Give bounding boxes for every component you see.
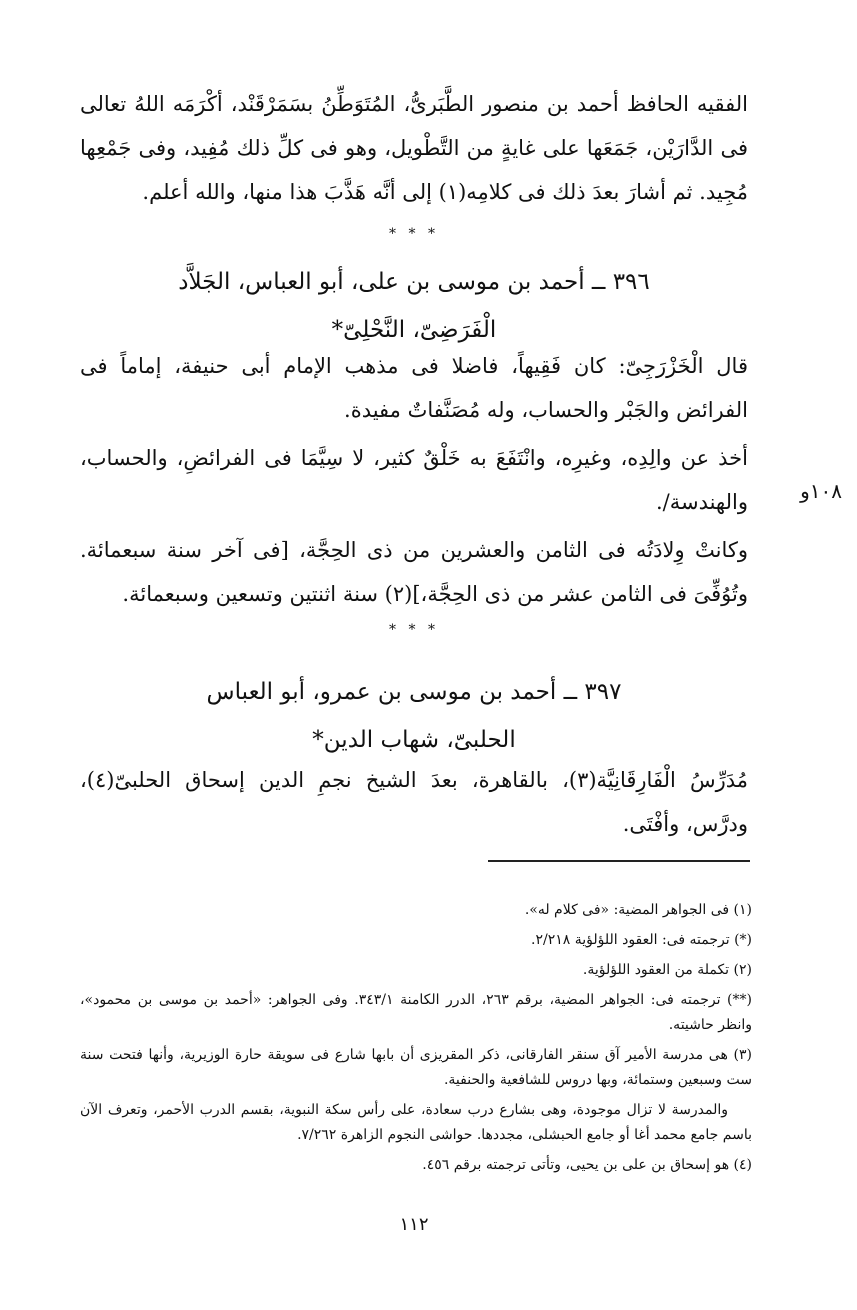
footnote-item: (**) ترجمته فى: الجواهر المضية، برقم ٢٦٣، الدرر الكامنة ٣٤٣/١. وفى الجواهر: «أحمد بن موسى بن محمود»، وانظر حاشيته. bbox=[80, 992, 752, 1033]
section-separator: * * * bbox=[389, 622, 439, 638]
footnote-item: (٤) هو إسحاق بن على بن يحيى، وتأتى ترجمته برقم ٤٥٦. bbox=[422, 1157, 752, 1173]
entry-396-title-line-1: ٣٩٦ ــ أحمد بن موسى بن على، أبو العباس، الجَلاَّد bbox=[178, 269, 650, 295]
footnote-item: (٢) تكملة من العقود اللؤلؤية. bbox=[582, 962, 752, 978]
entry-396-heading bbox=[80, 258, 748, 354]
section-separator: * * * bbox=[389, 226, 439, 242]
entry-397-paragraph-1: مُدَرِّسُ الْفَارِقَانِيَّة(٣)، بالقاهرة، بعدَ الشيخ نجمِ الدين إسحاق الحلبىّ(٤)، ودرَّس، وأفْتَى. bbox=[80, 768, 748, 836]
footnote-item: والمدرسة لا تزال موجودة، وهى بشارع درب سعادة، على رأس سكة النبوية، بقسم الدرب الأحمر، وتعرف الآن باسم جامع محمد أغا أو جامع الحبشلى، مجددها. حواشى النجوم الزاهرة ٧/٢٦٢. bbox=[80, 1102, 752, 1143]
entry-396-paragraph-2: أخذ عن والِدِه، وغيرِه، وانْتَفَعَ به خَلْقٌ كثير، لا سِيَّمَا فى الفرائضِ، والحساب، والهندسة/. bbox=[80, 446, 748, 514]
intro-paragraph: الفقيه الحافظ أحمد بن منصور الطَّبَرىُّ، المُتَوَطِّنُ بسَمَرْقَنْد، أكْرَمَه اللهُ تعالى فى الدَّارَيْن، جَمَعَها على غايةٍ من التَّطْويل، وهو فى كلِّ ذلك مُفِيد، وفى جَمْعِها مُجِيد. ثم أشارَ بعدَ ذلك فى كلامِه(١) إلى أنَّه هَذَّبَ هذا منها، والله أعلم. bbox=[80, 92, 748, 204]
entry-396-paragraph-1: قال الْخَزْرَجِىّ: كان فَقِيهاً، فاضلا فى مذهب الإمام أبى حنيفة، إماماً فى الفرائض والجَبْر والحساب، وله مُصَنَّفاتٌ مفيدة. bbox=[80, 354, 748, 422]
entry-396-paragraph-3: وكانتْ وِلادَتُه فى الثامن والعشرين من ذى الحِجَّة، [فى آخر سنة سبعمائة. وتُوُفِّىَ فى الثامن عشر من ذى الحِجَّة،](٢) سنة اثنتين وتسعين وسبعمائة. bbox=[80, 538, 748, 606]
footnote-item: (١) فى الجواهر المضية: «فى كلام له». bbox=[524, 902, 752, 918]
entry-397-title-line-1: ٣٩٧ ــ أحمد بن موسى بن عمرو، أبو العباس bbox=[206, 679, 622, 705]
footnote-item: (*) ترجمته فى: العقود اللؤلؤية ٢/٢١٨. bbox=[531, 932, 752, 948]
footnote-item: (٣) هى مدرسة الأمير آق سنقر الفارقانى، ذكر المقريزى أن بابها شارع فى سويقة حارة الوزيرية، وأنها فتحت سنة ست وسبعين وستمائة، وبها دروس للشافعية والحنفية. bbox=[80, 1047, 752, 1088]
entry-397-heading bbox=[80, 668, 748, 764]
manuscript-folio-marker: ١٠٨و bbox=[800, 479, 842, 503]
entry-396-title-line-2: الْفَرَضِىّ، النَّحْلِىّ* bbox=[331, 317, 497, 343]
entry-397-title-line-2: الحلبىّ، شهاب الدين* bbox=[312, 727, 516, 753]
page-number: ١١٢ bbox=[399, 1214, 429, 1235]
footnotes-list bbox=[80, 898, 752, 1183]
footnote-divider bbox=[488, 860, 750, 862]
